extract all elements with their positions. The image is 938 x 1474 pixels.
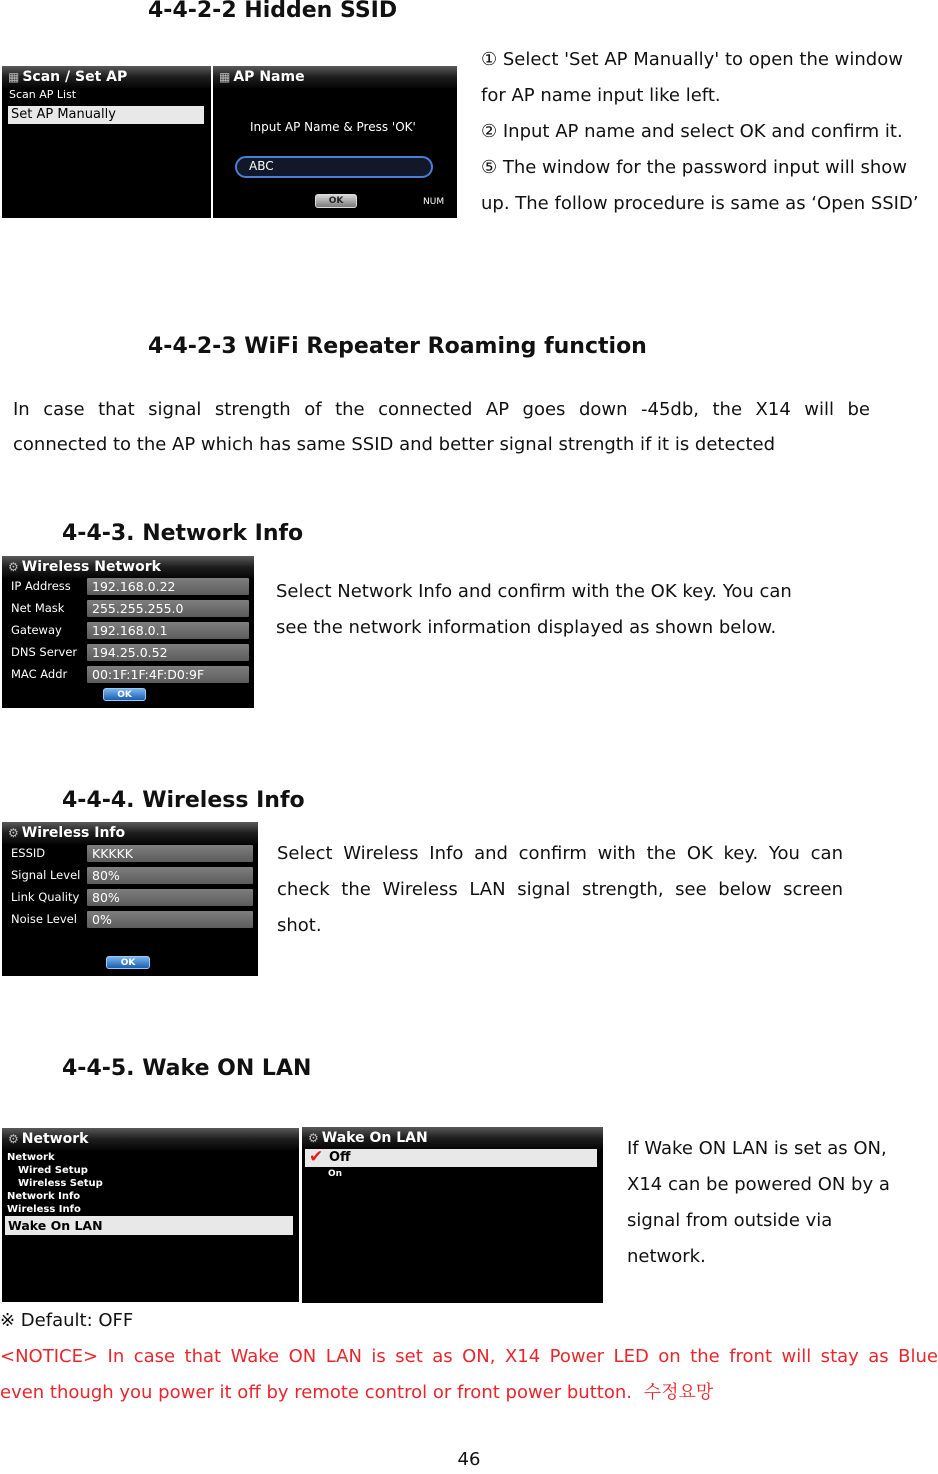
dns-server-label: DNS Server bbox=[11, 645, 78, 659]
network-menu-titlebar: ⚙ Network bbox=[2, 1128, 299, 1150]
default-note: ※ Default: OFF bbox=[0, 1310, 134, 1331]
mac-addr-value: 00:1F:1F:4F:D0:9F bbox=[87, 666, 249, 683]
wireless-network-screen bbox=[2, 556, 254, 708]
signal-level-value: 80% bbox=[87, 867, 253, 884]
page-number: 46 bbox=[457, 1449, 481, 1470]
num-mode-indicator: NUM bbox=[423, 197, 445, 207]
link-quality-value: 80% bbox=[87, 889, 253, 906]
network-menu-screen bbox=[2, 1128, 299, 1302]
essid-label: ESSID bbox=[11, 846, 46, 860]
step-1: ① Select 'Set AP Manually' to open the window for AP name input like left. bbox=[481, 49, 903, 106]
wake-on-lan-screen bbox=[302, 1127, 603, 1303]
ip-address-label: IP Address bbox=[11, 579, 71, 593]
gateway-value: 192.168.0.1 bbox=[87, 622, 249, 639]
heading-wake-on-lan: 4-4-5. Wake ON LAN bbox=[62, 1056, 312, 1081]
check-icon: ✔ bbox=[309, 1147, 324, 1167]
wol-desc-line-4: network. bbox=[627, 1246, 706, 1267]
step-2: ② Input AP name and select OK and confirm it. bbox=[481, 121, 903, 142]
net-mask-value: 255.255.255.0 bbox=[87, 600, 249, 617]
wake-on-lan-description bbox=[627, 1131, 890, 1275]
ap-name-ok-button[interactable]: OK bbox=[315, 194, 357, 208]
ap-name-input[interactable] bbox=[235, 156, 433, 178]
scan-set-ap-titlebar: ▦ Scan / Set AP bbox=[2, 66, 211, 88]
gear-icon: ⚙ bbox=[8, 560, 19, 574]
signal-level-label: Signal Level bbox=[11, 868, 81, 882]
network-info-line-2: see the network information displayed as shown below. bbox=[276, 617, 777, 638]
network-info-line-1: Select Network Info and confirm with the OK key. You can bbox=[276, 581, 792, 602]
wireless-info-screen bbox=[2, 822, 258, 976]
gateway-label: Gateway bbox=[11, 623, 62, 637]
heading-hidden-ssid: 4-4-2-2 Hidden SSID bbox=[148, 0, 398, 23]
menu-network[interactable]: Network bbox=[7, 1152, 55, 1163]
notice-line-1: <NOTICE> In case that Wake ON LAN is set as ON, X14 Power LED on the front will stay as Blue bbox=[0, 1346, 938, 1367]
noise-level-value: 0% bbox=[87, 911, 253, 928]
link-quality-label: Link Quality bbox=[11, 890, 80, 904]
step-5: ⑤ The window for the password input will show up. The follow procedure is same as ‘Open SSID’ bbox=[481, 157, 919, 214]
wol-off-label: Off bbox=[329, 1150, 351, 1165]
notice-korean: 수정요망 bbox=[643, 1382, 714, 1403]
gear-icon: ⚙ bbox=[308, 1131, 319, 1145]
wireless-network-titlebar: ⚙ Wireless Network bbox=[2, 556, 254, 578]
wireless-info-ok-button[interactable]: OK bbox=[106, 956, 150, 969]
menu-network-info[interactable]: Network Info bbox=[7, 1191, 81, 1202]
menu-wired-setup[interactable]: Wired Setup bbox=[18, 1165, 88, 1176]
wireless-info-line-3: shot. bbox=[277, 915, 322, 936]
roaming-line-2: connected to the AP which has same SSID and better signal strength if it is detected bbox=[13, 434, 776, 455]
mac-addr-label: MAC Addr bbox=[11, 667, 68, 681]
wol-desc-line-1: If Wake ON LAN is set as ON, bbox=[627, 1138, 887, 1159]
network-info-ok-button[interactable]: OK bbox=[103, 688, 146, 701]
notice-line-2-text: even though you power it off by remote control or front power button. bbox=[0, 1382, 632, 1403]
heading-network-info: 4-4-3. Network Info bbox=[62, 521, 304, 546]
set-ap-manually-item[interactable]: Set AP Manually bbox=[8, 106, 204, 124]
dns-server-value: 194.25.0.52 bbox=[87, 644, 249, 661]
wireless-info-titlebar: ⚙ Wireless Info bbox=[2, 822, 258, 844]
heading-roaming: 4-4-2-3 WiFi Repeater Roaming function bbox=[148, 334, 647, 359]
ap-name-titlebar: ▦ AP Name bbox=[213, 66, 457, 88]
wol-desc-line-2: X14 can be powered ON by a bbox=[627, 1174, 890, 1195]
heading-wireless-info: 4-4-4. Wireless Info bbox=[62, 788, 305, 813]
ap-name-prompt: Input AP Name & Press 'OK' bbox=[250, 120, 416, 134]
scan-ap-list-item[interactable]: Scan AP List bbox=[9, 88, 77, 101]
wol-option-on[interactable]: On bbox=[328, 1169, 343, 1179]
wireless-info-line-1: Select Wireless Info and confirm with the OK key. You can bbox=[277, 843, 843, 864]
menu-wake-on-lan[interactable]: Wake On LAN bbox=[5, 1216, 293, 1235]
wol-option-off[interactable] bbox=[305, 1149, 597, 1167]
scan-set-ap-screen bbox=[2, 66, 211, 218]
gear-icon: ⚙ bbox=[8, 826, 19, 840]
roaming-line-1: In case that signal strength of the connected AP goes down -45db, the X14 will be bbox=[13, 399, 870, 420]
wol-desc-line-3: signal from outside via bbox=[627, 1210, 833, 1231]
grid-icon: ▦ bbox=[219, 70, 231, 84]
essid-value: KKKKK bbox=[87, 845, 253, 862]
ap-name-value: ABC bbox=[249, 159, 274, 173]
wireless-info-line-2: check the Wireless LAN signal strength, see below screen bbox=[277, 879, 843, 900]
net-mask-label: Net Mask bbox=[11, 601, 65, 615]
gear-icon: ⚙ bbox=[8, 1132, 19, 1146]
ap-name-screen bbox=[213, 66, 457, 218]
grid-icon: ▦ bbox=[8, 70, 20, 84]
ip-address-value: 192.168.0.22 bbox=[87, 578, 249, 595]
menu-wireless-setup[interactable]: Wireless Setup bbox=[18, 1178, 103, 1189]
noise-level-label: Noise Level bbox=[11, 912, 77, 926]
hidden-ssid-steps bbox=[481, 42, 921, 222]
wake-on-lan-titlebar: ⚙ Wake On LAN bbox=[302, 1127, 603, 1149]
notice-line-2 bbox=[0, 1375, 713, 1411]
menu-wireless-info[interactable]: Wireless Info bbox=[7, 1204, 81, 1215]
